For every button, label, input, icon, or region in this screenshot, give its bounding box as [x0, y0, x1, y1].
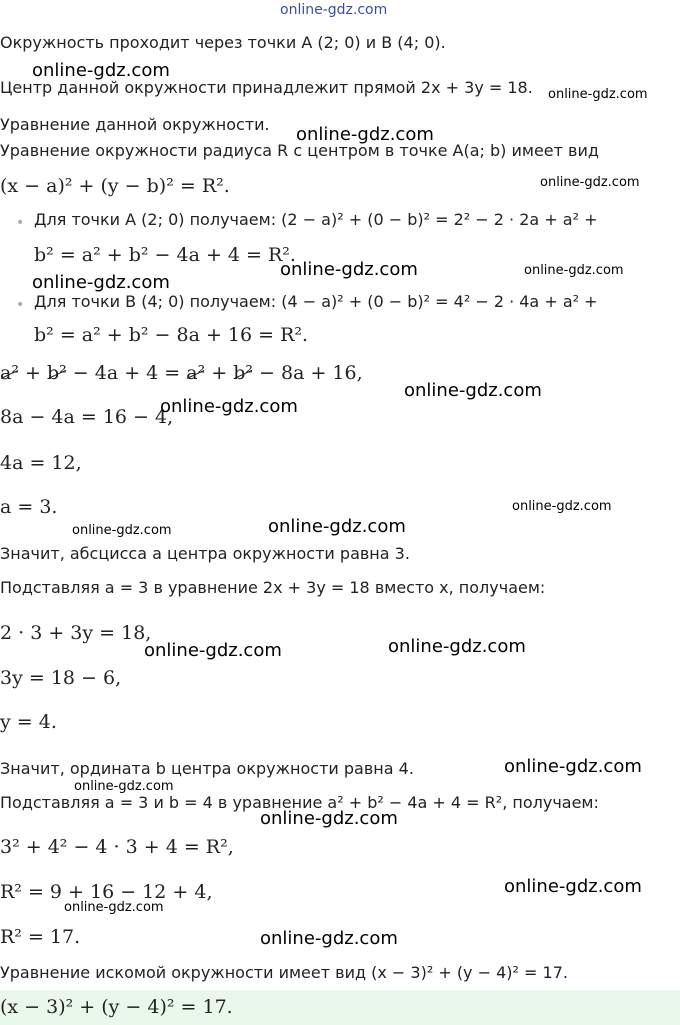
equation-fragment: +: [205, 362, 234, 384]
text-line: Подставляя a = 3 и b = 4 в уравнение a² + b² − 4a + 4 = R², получаем:: [0, 793, 599, 812]
watermark: online-gdz.com: [504, 756, 642, 777]
equation-crossed: [0, 362, 363, 384]
watermark: online-gdz.com: [72, 523, 172, 538]
crossed-term: a²: [0, 362, 19, 384]
watermark: online-gdz.com: [388, 636, 526, 657]
final-answer: (x − 3)² + (y − 4)² = 17.: [0, 996, 233, 1018]
bullet-point-b-cont: b² = a² + b² − 8a + 16 = R².: [34, 324, 309, 346]
crossed-term: b²: [233, 362, 253, 384]
equation-step: 4a = 12,: [0, 452, 82, 474]
watermark: online-gdz.com: [404, 380, 542, 401]
watermark-top: online-gdz.com: [280, 2, 388, 18]
text-line: Значит, ордината b центра окружности равна 4.: [0, 759, 414, 778]
watermark: online-gdz.com: [260, 808, 398, 829]
watermark: online-gdz.com: [268, 516, 406, 537]
watermark: online-gdz.com: [524, 263, 624, 278]
bullet-point-a: Для точки A (2; 0) получаем: (2 − a)² + (0 − b)² = 2² − 2 · 2a + a² +: [34, 210, 598, 229]
equation-fragment: +: [18, 362, 47, 384]
crossed-term: a²: [186, 362, 206, 384]
equation-step: R² = 9 + 16 − 12 + 4,: [0, 881, 213, 903]
watermark: online-gdz.com: [32, 60, 170, 81]
bullet-marker: •: [16, 297, 25, 313]
section-heading: Уравнение данной окружности.: [0, 115, 270, 134]
equation-step: 8a − 4a = 16 − 4,: [0, 406, 174, 428]
equation-fragment: − 4a + 4 =: [66, 362, 187, 384]
watermark: online-gdz.com: [280, 259, 418, 280]
watermark: online-gdz.com: [296, 124, 434, 145]
formula-general: (x − a)² + (y − b)² = R².: [0, 175, 230, 197]
equation-fragment: − 8a + 16,: [252, 362, 363, 384]
watermark: online-gdz.com: [32, 272, 170, 293]
watermark: online-gdz.com: [160, 396, 298, 417]
equation-result: y = 4.: [0, 711, 57, 733]
watermark: online-gdz.com: [144, 640, 282, 661]
problem-line-condition: Центр данной окружности принадлежит прямой 2x + 3y = 18.: [0, 78, 533, 97]
equation-step: 3² + 4² − 4 · 3 + 4 = R²,: [0, 836, 234, 858]
watermark: online-gdz.com: [540, 175, 640, 190]
text-line: Подставляя a = 3 в уравнение 2x + 3y = 18 вместо x, получаем:: [0, 578, 546, 597]
bullet-point-b: Для точки B (4; 0) получаем: (4 − a)² + (0 − b)² = 4² − 2 · 4a + a² +: [34, 292, 598, 311]
watermark: online-gdz.com: [260, 928, 398, 949]
text-line: Значит, абсцисса a центра окружности равна 3.: [0, 544, 410, 563]
watermark: online-gdz.com: [548, 87, 648, 102]
equation-step: 3y = 18 − 6,: [0, 667, 122, 689]
crossed-term: b²: [46, 362, 67, 384]
watermark: online-gdz.com: [74, 779, 174, 794]
watermark: online-gdz.com: [64, 900, 164, 915]
equation-result: a = 3.: [0, 496, 58, 518]
equation-result: R² = 17.: [0, 926, 81, 948]
bullet-point-a-cont: b² = a² + b² − 4a + 4 = R².: [34, 244, 296, 266]
bullet-marker: •: [16, 215, 25, 231]
text-line: Уравнение окружности радиуса R с центром в точке A(a; b) имеет вид: [0, 141, 599, 160]
text-line: Уравнение искомой окружности имеет вид (x − 3)² + (y − 4)² = 17.: [0, 963, 568, 982]
watermark: online-gdz.com: [504, 876, 642, 897]
problem-statement: Окружность проходит через точки A (2; 0) и B (4; 0).: [0, 33, 446, 52]
watermark: online-gdz.com: [512, 499, 612, 514]
equation-step: 2 · 3 + 3y = 18,: [0, 622, 152, 644]
